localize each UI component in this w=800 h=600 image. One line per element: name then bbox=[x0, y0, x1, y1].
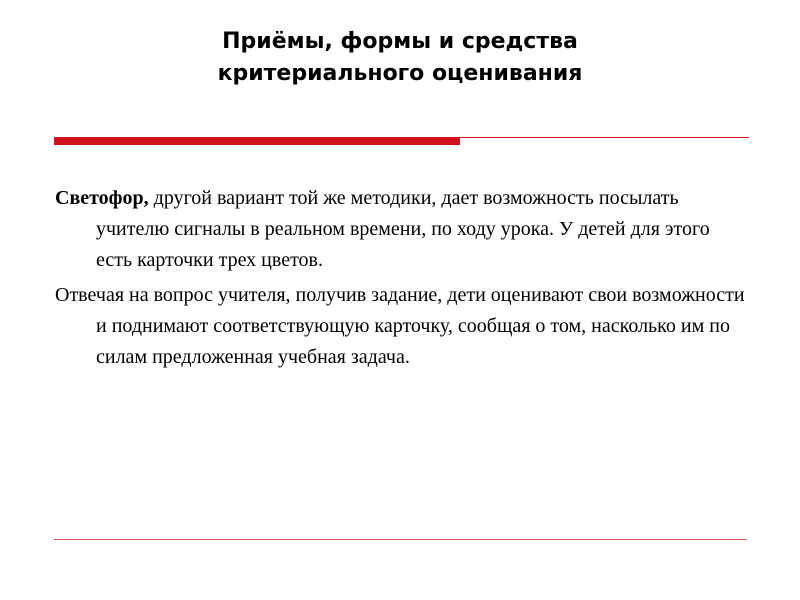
slide-title bbox=[60, 26, 740, 90]
paragraph-lead-term: Светофор, bbox=[55, 187, 149, 209]
slide-title-line-2: критериального оценивания bbox=[217, 61, 583, 86]
paragraph-text: Отвечая на вопрос учителя, получив задание, дети оценивают свои возможности и поднимают соответствующую карточку, сообщая о том, насколько им по силам предложенная учебная задача. bbox=[55, 284, 745, 368]
title-divider-thick bbox=[54, 137, 460, 145]
slide-body bbox=[55, 183, 745, 373]
paragraph-text: другой вариант той же методики, дает возможность посылать учителю сигналы в реальном времени, по ходу урока. У детей для этого есть карточки трех цветов. bbox=[96, 187, 710, 271]
body-paragraph-2 bbox=[55, 280, 745, 373]
slide-title-line-1: Приёмы, формы и средства bbox=[222, 29, 578, 54]
title-divider-thin bbox=[460, 137, 749, 138]
footer-divider bbox=[54, 539, 747, 540]
body-paragraph-1 bbox=[55, 183, 745, 276]
